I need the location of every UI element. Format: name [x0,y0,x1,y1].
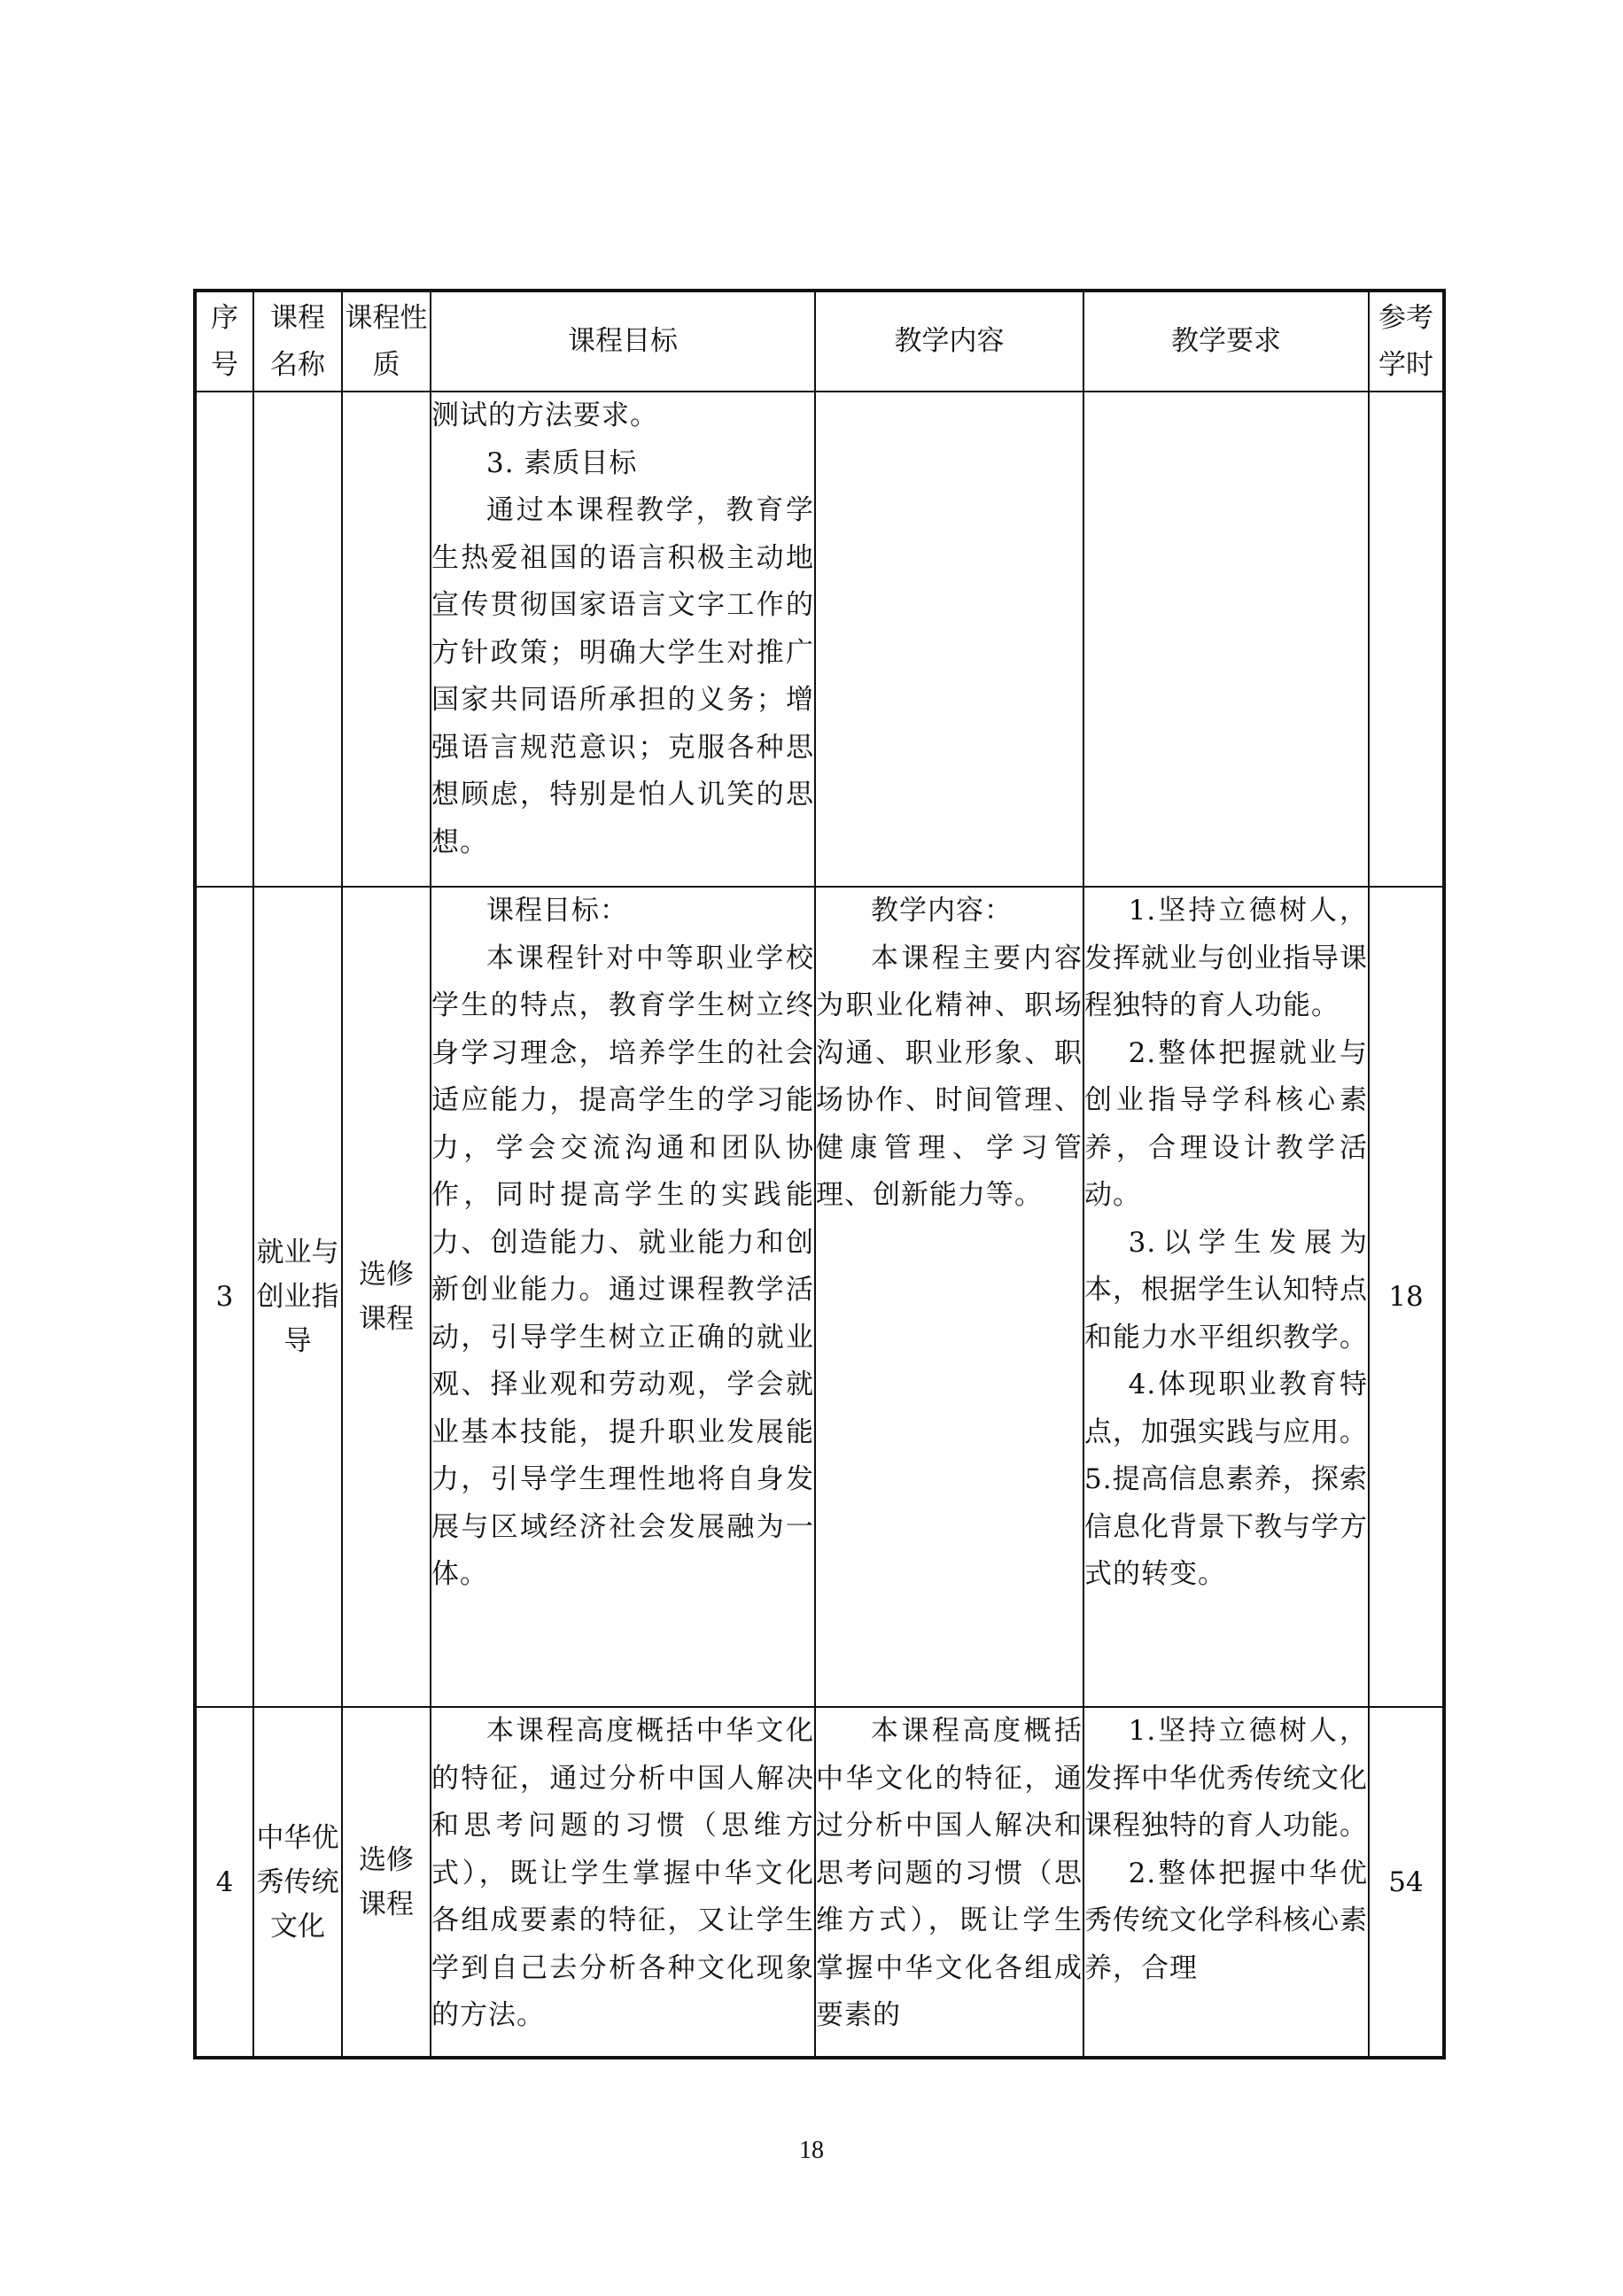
requirement-item: 5.提高信息素养，探索信息化背景下教与学方式的转变。 [1084,1463,1368,1590]
goal-paragraph: 测试的方法要求。 [431,399,658,431]
cell-course-name: 中华优 秀传统 文化 [253,1707,342,2058]
goal-paragraph: 3. 素质目标 [486,446,638,479]
course-table [193,289,1446,2059]
cell-course-nature [342,392,431,887]
requirement-item: 2.整体把握就业与创业指导学科核心素养，合理设计教学活动。 [1084,1036,1368,1211]
cell-teaching-requirement [1083,1707,1369,2058]
header-reference-hours: 参考 学时 [1369,291,1444,392]
cell-teaching-content [815,392,1083,887]
goal-paragraph: 通过本课程教学，教育学生热爱祖国的语言积极主动地宣传贯彻国家语言文字工作的方针政策；明确大学生对推广国家共同语所承担的义务；增强语言规范意识；克服各种思想顾虑，特别是怕人讥笑的思想。 [431,494,814,858]
cell-course-name [253,392,342,887]
requirement-item: 2.整体把握中华优秀传统文化学科核心素养，合理 [1084,1857,1368,1984]
header-teaching-content: 教学内容 [815,291,1083,392]
requirement-item: 3.以学生发展为本，根据学生认知特点和能力水平组织教学。 [1084,1226,1368,1354]
cell-course-nature: 选修 课程 [342,1707,431,2058]
cell-teaching-content [815,1707,1083,2058]
header-teaching-requirement: 教学要求 [1083,291,1369,392]
header-course-goal: 课程目标 [431,291,815,392]
content-paragraph: 本课程主要内容为职业化精神、职场沟通、职业形象、职场协作、时间管理、健康管理、学习管理、创新能力等。 [816,942,1083,1211]
table-row [195,887,1444,1707]
cell-teaching-content [815,887,1083,1707]
header-row [195,291,1444,392]
cell-course-nature: 选修 课程 [342,887,431,1707]
requirement-item: 4.体现职业教育特点，加强实践与应用。 [1084,1369,1368,1448]
header-seq: 序 号 [195,291,253,392]
cell-course-name: 就业与 创业指 导 [253,887,342,1707]
content-paragraph: 教学内容： [871,895,1013,927]
requirement-item: 1.坚持立德树人，发挥中华优秀传统文化课程独特的育人功能。 [1084,1715,1368,1842]
content-paragraph: 本课程高度概括中华文化的特征，通过分析中国人解决和思考问题的习惯（思维方式），既让学生掌握中华文化各组成要素的 [816,1715,1083,2031]
requirement-item: 1.坚持立德树人，发挥就业与创业指导课程独特的育人功能。 [1084,895,1368,1021]
goal-paragraph: 课程目标： [486,895,628,927]
cell-seq [195,392,253,887]
goal-paragraph: 本课程高度概括中华文化的特征，通过分析中国人解决和思考问题的习惯（思维方式），既让学生掌握中华文化各组成要素的特征，又让学生学到自己去分析各种文化现象的方法。 [431,1715,814,2031]
cell-teaching-requirement [1083,887,1369,1707]
cell-hours: 54 [1369,1707,1444,2058]
cell-hours: 18 [1369,887,1444,1707]
header-course-name: 课程 名称 [253,291,342,392]
cell-seq: 4 [195,1707,253,2058]
cell-course-goal [431,887,815,1707]
cell-course-goal [431,392,815,887]
page-number: 18 [799,2137,824,2164]
cell-teaching-requirement [1083,392,1369,887]
cell-seq: 3 [195,887,253,1707]
cell-hours [1369,392,1444,887]
header-course-nature: 课程性 质 [342,291,431,392]
table-row-continuation [195,392,1444,887]
cell-course-goal [431,1707,815,2058]
goal-paragraph: 本课程针对中等职业学校学生的特点，教育学生树立终身学习理念，培养学生的社会适应能力，提高学生的学习能力，学会交流沟通和团队协作，同时提高学生的实践能力、创造能力、就业能力和创新创业能力。通过课程教学活动，引导学生树立正确的就业观、择业观和劳动观，学会就业基本技能，提升职业发展能力，引导学生理性地将自身发展与区域经济社会发展融为一体。 [431,942,814,1590]
table-row [195,1707,1444,2058]
